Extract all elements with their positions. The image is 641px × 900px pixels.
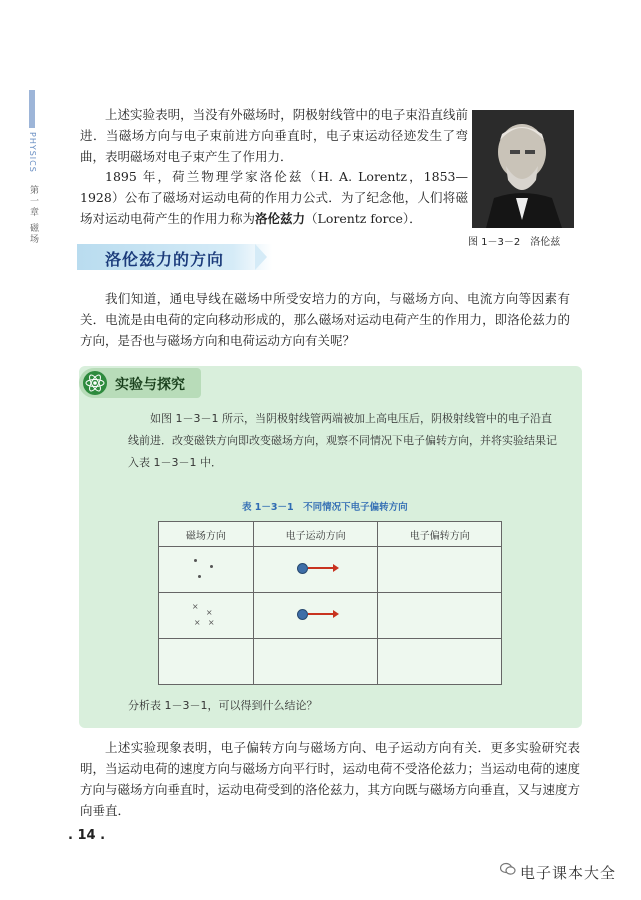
- side-color-bar: [29, 90, 35, 128]
- section-heading-band: [77, 244, 272, 270]
- explore-paragraph: 如图 1－3－1 所示，当阴极射线管两端被加上高电压后，阴极射线管中的电子沿直线前进．改变磁铁方向即改变磁场方向，观察不同情况下电子偏转方向，并将实验结果记入表 1－3－1 中．: [128, 412, 557, 469]
- electron-moving-right-icon: [297, 563, 334, 574]
- intro-p2-text-b: （Lorentz force）．: [305, 211, 422, 226]
- section-paragraph: 我们知道，通电导线在磁场中所受安培力的方向，与磁场方向、电流方向等因素有关．电流是由电荷的定向移动形成的，那么磁场对运动电荷产生的作用力，即洛伦兹力的方向，是否也与磁场方向和电荷运动方向有关呢？: [80, 291, 570, 348]
- intro-paragraph-2: [80, 166, 468, 229]
- field-cell: [159, 547, 254, 593]
- field-cell: [159, 639, 254, 685]
- figure-caption: 图 1－3－2 洛伦兹: [468, 237, 561, 248]
- intro-paragraph-1: 上述实验表明，当没有外磁场时，阴极射线管中的电子束沿直线前进．当磁场方向与电子束前进方向垂直时，电子束运动径迹发生了弯曲，表明磁场对电子束产生了作用力．: [80, 107, 468, 164]
- table-header-cell: 电子运动方向: [253, 522, 378, 547]
- chapter-label: 第一章 磁场: [28, 185, 38, 245]
- brand-label: 电子课本大全: [520, 864, 617, 882]
- motion-cell: [253, 547, 378, 593]
- conclusion-paragraph: 上述实验现象表明，电子偏转方向与磁场方向、电子运动方向有关．更多实验研究表明，当运动电荷的速度方向与磁场方向平行时，运动电荷不受洛伦兹力；当运动电荷的速度方向与磁场方向垂直时，运动电荷受到的洛伦兹力，其方向既与磁场方向垂直，又与速度方向垂直．: [80, 740, 581, 818]
- field-out-of-page-icon: [176, 555, 236, 585]
- motion-cell: [253, 639, 378, 685]
- atom-icon: [82, 370, 108, 396]
- section-heading-arrow: [255, 244, 267, 270]
- results-table: [158, 521, 502, 685]
- table-row: [159, 639, 502, 685]
- section-title: 洛伦兹力的方向: [105, 250, 225, 269]
- explore-question: 分析表 1－3－1，可以得到什么结论？: [128, 699, 318, 712]
- table-title: 表 1－3－1 不同情况下电子偏转方向: [242, 502, 408, 513]
- field-into-page-icon: × × × ×: [191, 601, 215, 627]
- lorentz-force-term: 洛伦兹力: [255, 211, 306, 226]
- intro-p2-text-a: 1895 年，荷兰物理学家洛伦兹（H. A. Lorentz，1853—1928）公布了磁场对运动电荷的作用力公式．为了纪念他，人们将磁场对运动电荷产生的作用力称为: [80, 169, 468, 226]
- table-header-cell: 磁场方向: [159, 522, 254, 547]
- field-cell: [159, 593, 254, 639]
- deflection-cell: [378, 593, 502, 639]
- deflection-cell: [378, 547, 502, 593]
- explore-title: 实验与探究: [115, 377, 185, 393]
- motion-cell: [253, 593, 378, 639]
- deflection-cell: [378, 639, 502, 685]
- table-header-cell: 电子偏转方向: [378, 522, 502, 547]
- table-header-row: [159, 522, 502, 547]
- electron-moving-right-icon: [297, 609, 334, 620]
- table-row: [159, 547, 502, 593]
- page-number: . 14 .: [68, 828, 106, 843]
- subject-label: PHYSICS: [28, 132, 37, 173]
- wechat-icon: [500, 862, 516, 880]
- table-row: [159, 593, 502, 639]
- lorentz-portrait-image: [472, 110, 574, 228]
